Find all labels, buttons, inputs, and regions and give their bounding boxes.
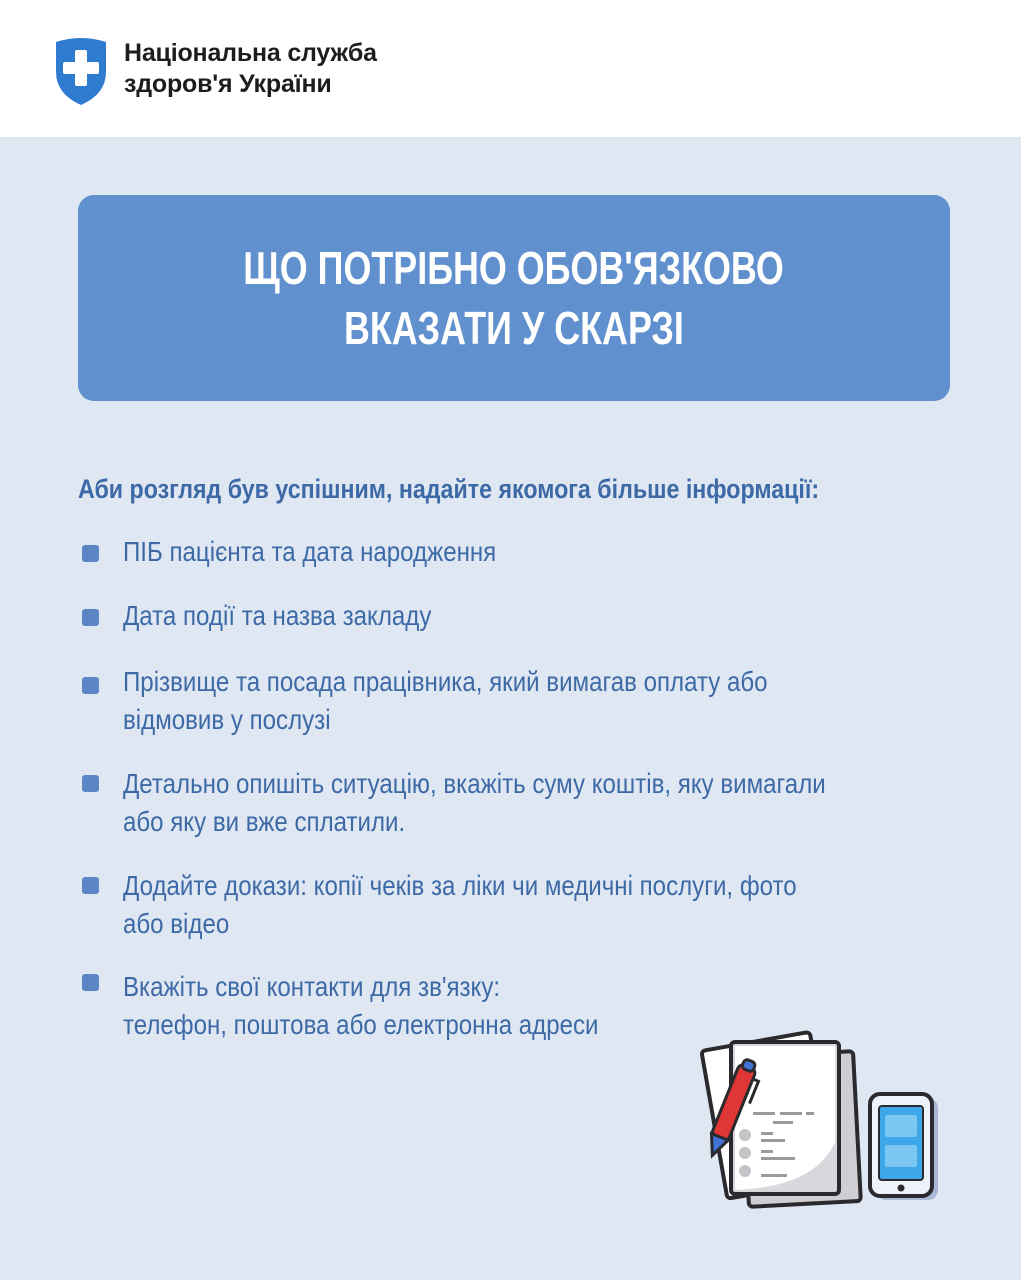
list-item-text: Детально опишіть ситуацію, вкажіть суму коштів, яку вимагали або яку ви вже сплатили. <box>123 768 826 837</box>
banner-title-line2: ВКАЗАТИ У СКАРЗІ <box>344 302 684 354</box>
smartphone-icon <box>870 1094 938 1200</box>
bullet-icon <box>82 609 99 626</box>
bullet-icon <box>82 677 99 694</box>
list-item-text: Прізвище та посада працівника, який вимагав оплату або відмовив у послузі <box>123 666 768 735</box>
org-name-line2: здоров'я України <box>124 70 332 98</box>
header <box>0 0 1021 137</box>
bullet-icon <box>82 974 99 991</box>
banner-title-line1: ЩО ПОТРІБНО ОБОВ'ЯЗКОВО <box>243 242 785 294</box>
bullet-icon <box>82 877 99 894</box>
shield-cross-icon <box>52 36 110 106</box>
list-item-text: Додайте докази: копії чеків за ліки чи медичні послуги, фото або відео <box>123 870 797 939</box>
documents-and-phone-illustration <box>695 1022 960 1222</box>
bullet-icon <box>82 545 99 562</box>
org-name <box>124 38 377 100</box>
org-name-line1: Національна служба <box>124 39 377 67</box>
list-item-text: Дата події та назва закладу <box>123 600 432 631</box>
list-item-text: Вкажіть свої контакти для зв'язку: телефон, поштова або електронна адреси <box>123 971 599 1040</box>
title-banner <box>78 195 950 401</box>
intro-text: Аби розгляд був успішним, надайте якомога більше інформації: <box>78 474 820 504</box>
list-item-text: ПІБ пацієнта та дата народження <box>123 536 497 567</box>
bullet-icon <box>82 775 99 792</box>
